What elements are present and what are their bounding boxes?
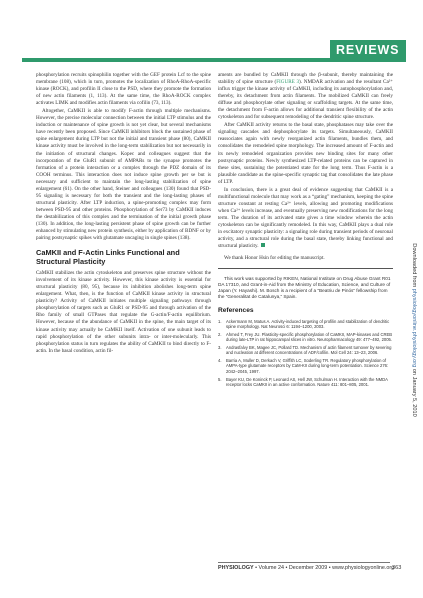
references-heading: References: [218, 306, 254, 314]
page-footer: [218, 565, 406, 571]
left-paragraph-1: phosphorylation recruits spinophilin together with the GEF protein Lcf to the spine membrane (108), which in turn, promotes the localization of RhoA-RhoA-specific kinase (ROCK), and profilin II close to the PSD, where they promote the formation of new actin filaments (1, 113). At the same time, the RhoA-ROCK complex activates LIMK and modifies actin filaments via cofilin (73, 113).: [36, 72, 211, 107]
right-paragraph-3: [218, 187, 393, 250]
journal-name: PHYSIOLOGY: [218, 565, 254, 571]
reference-number: 1.: [218, 318, 222, 324]
reference-text: Barria A, Muller D, Derkach V, Griffith LC, Soderling TR. Regulatory phosphorylation of AMPA-type glutamate receptors by CaM-KII during long-term potentiation. Science 276: 2042–2045, 1997.: [226, 358, 389, 374]
download-note-prefix: Downloaded from: [411, 243, 417, 289]
footer-rule: [218, 562, 390, 563]
reference-text: Ahmed T, Frey JU. Plasticity-specific phosphorylation of CaMKII, MAP-kinases and CREB during late-LTP in rat hippocampal slices in vitro. Neuropharmacology 49: 477–492, 2005.: [226, 331, 393, 343]
reference-text: Andrasfalvy BK, Magee JC, Pollard TD. Mechanism of actin filament turnover by severing and nucleation at different concentrations of ADF/cofilin. Mol Cell 24: 13–23, 2006.: [226, 344, 392, 356]
reference-text: Bayer KU, De Koninck P, Leonard AS, Hell JW, Schulman H. Interaction with the NMDA receptor locks CaMKII in an active conformation. Nature 411: 801–805, 2001.: [226, 376, 388, 387]
section-label: REVIEWS: [336, 43, 400, 57]
reference-item: [218, 319, 393, 330]
reference-text: Ackermann M, Matus A. Activity-induced targeting of profilin and stabilization of dendritic spine morphology. Nat Neurosci 6: 1194–1200, 2003.: [226, 318, 390, 329]
end-mark-icon: [261, 243, 265, 247]
reference-number: 2.: [218, 331, 222, 337]
download-note: [411, 243, 417, 416]
download-source-link[interactable]: physiologyonline.physiology.org: [411, 288, 417, 368]
right-paragraph-3-text: In conclusion, there is a great deal of evidence suggesting that CaMKII is a multifunctional molecule that may work as a “gating” mechanism, keeping the spine structure constant at resting Ca²⁺ levels, allowing and promoting modifications when Ca²⁺ levels increase, and eventually preserving new modifications for the long term. The duration of its activated state gives a time window wherein the actin cytoskeleton can be significantly remodeled. In this way, CaMKII plays a dual role in excitatory synaptic plasticity: a signaling role during transient periods of neuronal activity, and a structural role during the basal state, thereby linking functional and structural plasticity.: [218, 186, 393, 250]
right-paragraph-1: [218, 72, 393, 121]
reference-item: [218, 345, 393, 356]
reference-number: 3.: [218, 344, 222, 350]
reference-item: [218, 377, 393, 388]
reference-item: [218, 358, 393, 374]
left-paragraph-2: Altogether, CaMKII is able to modify F-actin through multiple mechanisms. However, the precise molecular connection between the initial LTP stimulus and the induction or maintenance of spine growth is not yet clear, but several mechanisms have recently been proposed. Since CaMKII inhibitors block the sustained phase of spine enlargement during LTP but not the initial and transient phase (80), CaMKII kinase activity must be involved in the long-term stabilization but not necessarily in the initiation of structural changes. Kopec and colleagues suggest that the incorporation of the GluR1 subunit of AMPARs to the synapse promotes the formation of a protein interaction or a complex through the PDZ domain of its COOH terminus. This interaction does not induce spine growth per se but is necessary and sufficient to maintain the long-lasting stabilization of spine enlargement (61). On the other hand, Steiner and colleagues (130) found that PSD-95 signaling is necessary for both the transient and the long-lasting phases of structural plasticity. After LTP induction, a spine-promoting complex may form between PSD-95 and other proteins. Phosphorylation of Ser73 by CaMKII induces the destabilization of this complex and the termination of the initial growth phase (130). In addition, the long-lasting persistent phase of spine growth can be further enhanced by stimulating new protein synthesis, either by application of BDNF or by pairing postsynaptic spikes with glutamate uncaging in single spines (138).: [36, 108, 211, 242]
figure-3-link[interactable]: FIGURE 3: [276, 79, 300, 86]
acknowledgement: We thank Honor Hsin for editing the manuscript.: [224, 255, 325, 262]
reference-number: 5.: [218, 376, 222, 382]
funding-note: This work was supported by RIKEN, National Institute on Drug Abuse Grant R01 DA 17310, and Grant-in-Aid from the Ministry of Education, Science, and Culture of Japan (Y. Hayashi). M. Bosch is a recipient of a “Beatriu de Pinós” fellowship from the “Generalitat de Catalunya,” Spain.: [218, 276, 391, 300]
download-note-suffix: on January 5, 2010: [411, 367, 417, 417]
header-bar: [22, 58, 406, 62]
left-paragraph-3: CaMKII stabilizes the actin cytoskeleton and preserves spine structure without the involvement of its kinase activity. However, this kinase activity is essential for structural plasticity (80, 95), because its inhibition abolishes long-term spine enlargement. What, then, is the function of CaMKII kinase activity in structural plasticity? Activity of CaMKII initiates multiple signaling pathways through phosphorylation of targets such as GluR1 or PSD-95 and through activation of the Rho family of small GTPases that regulate the G-actin/F-actin equilibrium. However, because of the abundance of CaMKII in the spine, the main target of its kinase activity may actually be CaMKII itself. Activation of one subunit leads to rapid phosphorylation of the other subunits intra- or inter-molecularly. This phosphorylation status in turn regulates the ability of CaMKII to bind directly to F-actin. In the basal condition, actin fil-: [36, 270, 211, 354]
right-paragraph-1-end: ). NMDAR activation and the resultant Ca²⁺ influx trigger the kinase activity of CaMKII, including its autophosphorylation and, thereby, its detachment from actin filaments. The mobilized CaMKII can freely diffuse and phosphorylate other signaling or scaffolding targets. At the same time, the detachment from F-actin allows for additional transient flexibility of the actin cytoskeleton and for subsequent remodeling of the dendritic spine structure.: [218, 79, 394, 121]
right-column: [218, 72, 393, 390]
right-paragraph-1-start: aments are bundled by CaMKII through the β-subunit, thereby maintaining the stability of spine structure (: [218, 72, 393, 86]
issue-details[interactable]: • Volume 24 • December 2009 • www.physiologyonline.org: [253, 565, 395, 571]
left-column: [36, 72, 211, 356]
reference-number: 4.: [218, 358, 222, 364]
page-number: 363: [392, 565, 402, 571]
section-heading: CaMKII and F-Actin Links Functional and Structural Plasticity: [36, 248, 180, 267]
right-paragraph-2: After CaMKII activity returns to the basal state, phosphatases may take over the signaling cascades and dephosphorylate its targets. Simultaneously, CaMKII reassociates again with newly reorganized actin filaments, bundles them, and consolidates the remodeled spine morphology. The increased amount of F-actin and its newly remodeled organization provides new binding sites for many other postsynaptic proteins. Newly synthesized LTP-related proteins can be captured in these sites, sustaining the potentiated state for the long term. Thus F-actin is a plausible candidate as the spine-specific synaptic tag that consolidates the late phase of LTP.: [218, 122, 393, 185]
reference-item: [218, 332, 393, 343]
divider: [218, 268, 393, 269]
